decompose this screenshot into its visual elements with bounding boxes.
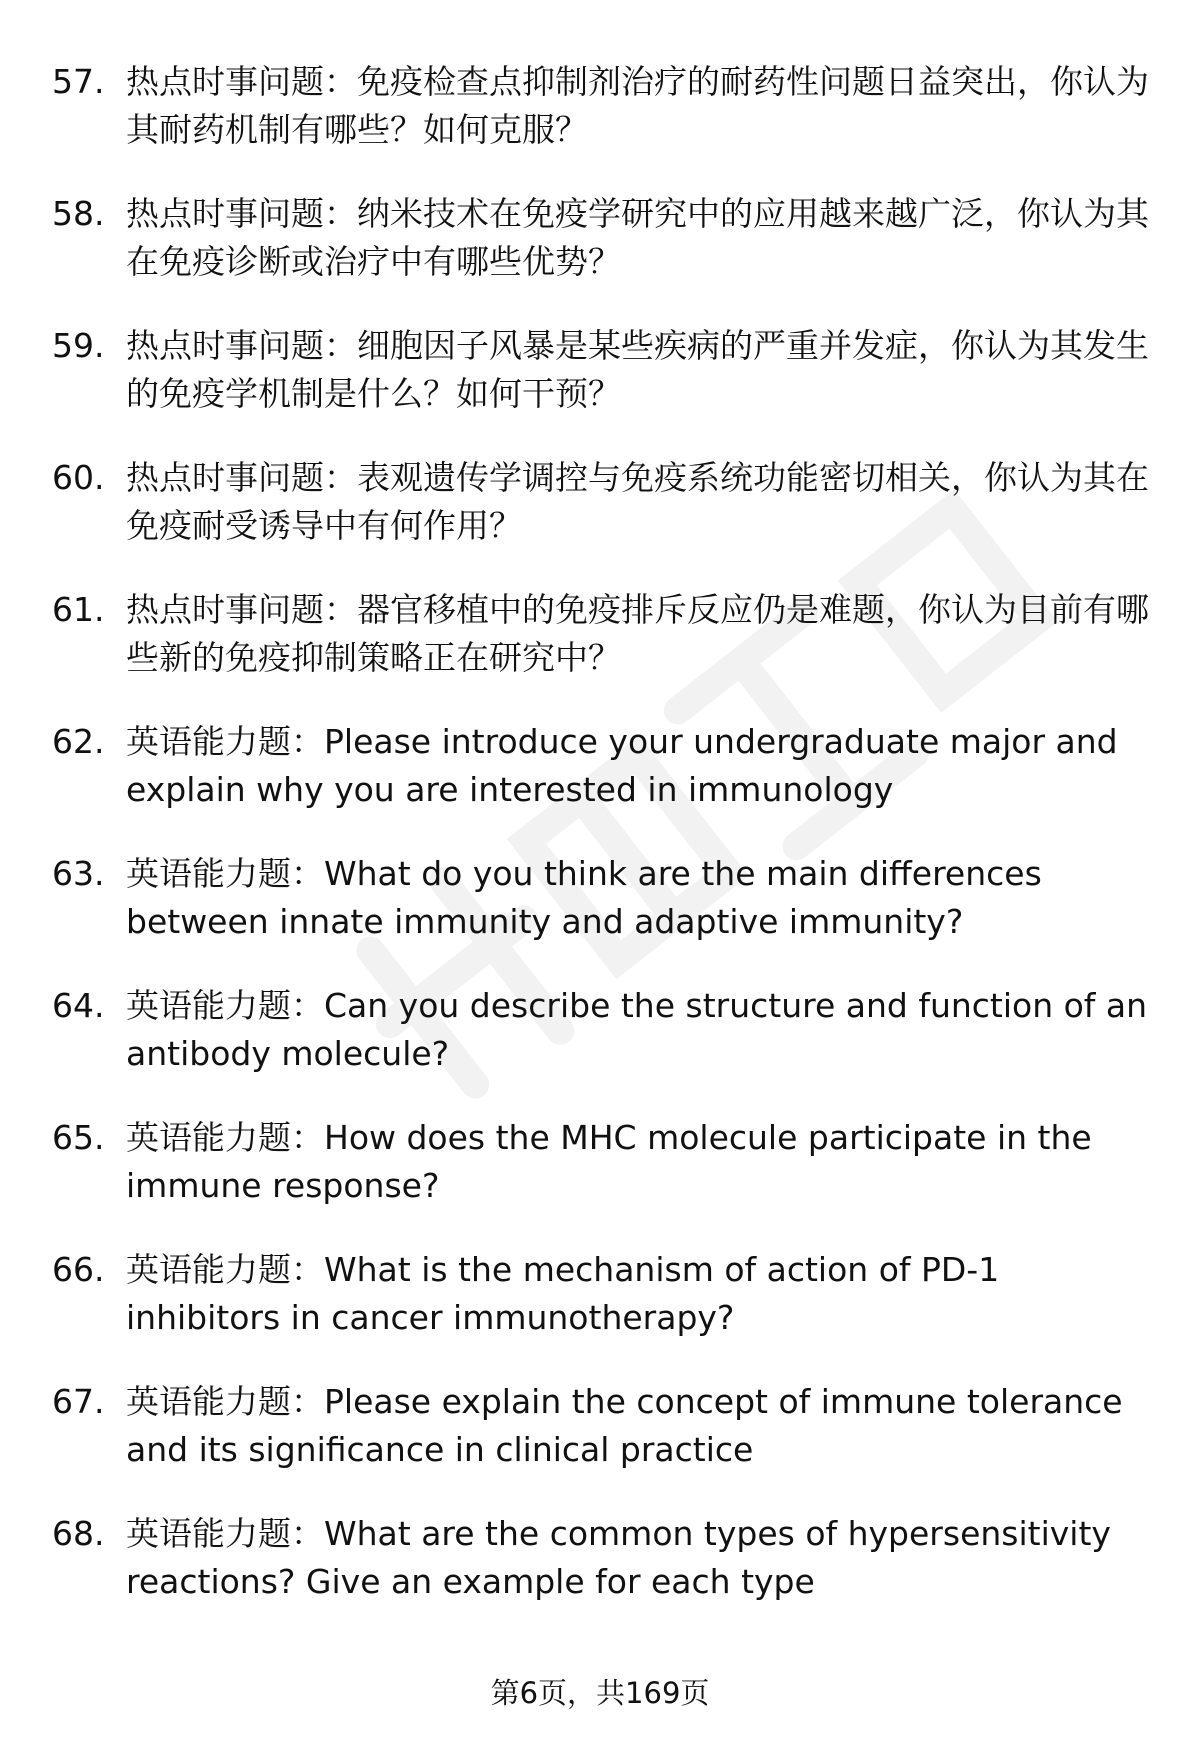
- question-item: [52, 322, 1162, 454]
- question-text: [126, 718, 1162, 814]
- question-number: 63.: [52, 854, 105, 893]
- question-text: [126, 1378, 1162, 1474]
- question-text: [126, 58, 1162, 154]
- question-body: 纳米技术在免疫学研究中的应用越来越广泛，你认为其在免疫诊断或治疗中有哪些优势？: [126, 194, 1149, 281]
- page-number-footer: 第6页，共169页: [490, 1676, 710, 1710]
- question-number: 57.: [52, 62, 105, 101]
- question-item: [52, 1510, 1162, 1642]
- question-category: 英语能力题：: [126, 1250, 324, 1289]
- question-number: 60.: [52, 458, 105, 497]
- question-body: Please introduce your undergraduate major and explain why you are interested in immunology: [126, 722, 1118, 809]
- question-item: [52, 850, 1162, 982]
- question-body: How does the MHC molecule participate in the immune response?: [126, 1118, 1092, 1205]
- question-item: [52, 586, 1162, 718]
- question-number: 62.: [52, 722, 105, 761]
- question-number: 65.: [52, 1118, 105, 1157]
- question-body: 器官移植中的免疫排斥反应仍是难题，你认为目前有哪些新的免疫抑制策略正在研究中？: [126, 590, 1149, 677]
- question-number: 67.: [52, 1382, 105, 1421]
- question-text: [126, 1510, 1162, 1606]
- question-text: [126, 586, 1162, 682]
- question-category: 英语能力题：: [126, 1382, 324, 1421]
- question-body: 免疫检查点抑制剂治疗的耐药性问题日益突出，你认为其耐药机制有哪些？如何克服？: [126, 62, 1149, 149]
- question-text: [126, 982, 1162, 1078]
- question-item: [52, 1378, 1162, 1510]
- question-category: 英语能力题：: [126, 986, 324, 1025]
- question-number: 64.: [52, 986, 105, 1025]
- question-category: 热点时事问题：: [126, 194, 357, 233]
- question-list: [52, 58, 1162, 1642]
- question-category: 英语能力题：: [126, 722, 324, 761]
- question-body: What is the mechanism of action of PD-1 inhibitors in cancer immunotherapy?: [126, 1250, 1000, 1337]
- question-category: 英语能力题：: [126, 1118, 324, 1157]
- question-category: 热点时事问题：: [126, 326, 357, 365]
- question-text: [126, 454, 1162, 550]
- question-item: [52, 1246, 1162, 1378]
- question-body: What are the common types of hypersensitivity reactions? Give an example for each type: [126, 1514, 1111, 1601]
- question-number: 59.: [52, 326, 105, 365]
- question-category: 热点时事问题：: [126, 62, 357, 101]
- question-number: 61.: [52, 590, 105, 629]
- question-category: 英语能力题：: [126, 1514, 324, 1553]
- question-text: [126, 1114, 1162, 1210]
- question-item: [52, 982, 1162, 1114]
- question-text: [126, 322, 1162, 418]
- question-item: [52, 454, 1162, 586]
- question-number: 68.: [52, 1514, 105, 1553]
- question-text: [126, 1246, 1162, 1342]
- question-text: [126, 850, 1162, 946]
- question-item: [52, 58, 1162, 190]
- question-item: [52, 190, 1162, 322]
- question-item: [52, 1114, 1162, 1246]
- question-text: [126, 190, 1162, 286]
- question-body: Please explain the concept of immune tolerance and its significance in clinical practice: [126, 1382, 1123, 1469]
- question-body: Can you describe the structure and function of an antibody molecule?: [126, 986, 1148, 1073]
- question-number: 58.: [52, 194, 105, 233]
- question-body: 表观遗传学调控与免疫系统功能密切相关，你认为其在免疫耐受诱导中有何作用？: [126, 458, 1149, 545]
- question-body: 细胞因子风暴是某些疾病的严重并发症，你认为其发生的免疫学机制是什么？如何干预？: [126, 326, 1149, 413]
- question-category: 热点时事问题：: [126, 458, 357, 497]
- question-body: What do you think are the main differences between innate immunity and adaptive immunity?: [126, 854, 1042, 941]
- question-category: 热点时事问题：: [126, 590, 357, 629]
- question-category: 英语能力题：: [126, 854, 324, 893]
- question-item: [52, 718, 1162, 850]
- question-number: 66.: [52, 1250, 105, 1289]
